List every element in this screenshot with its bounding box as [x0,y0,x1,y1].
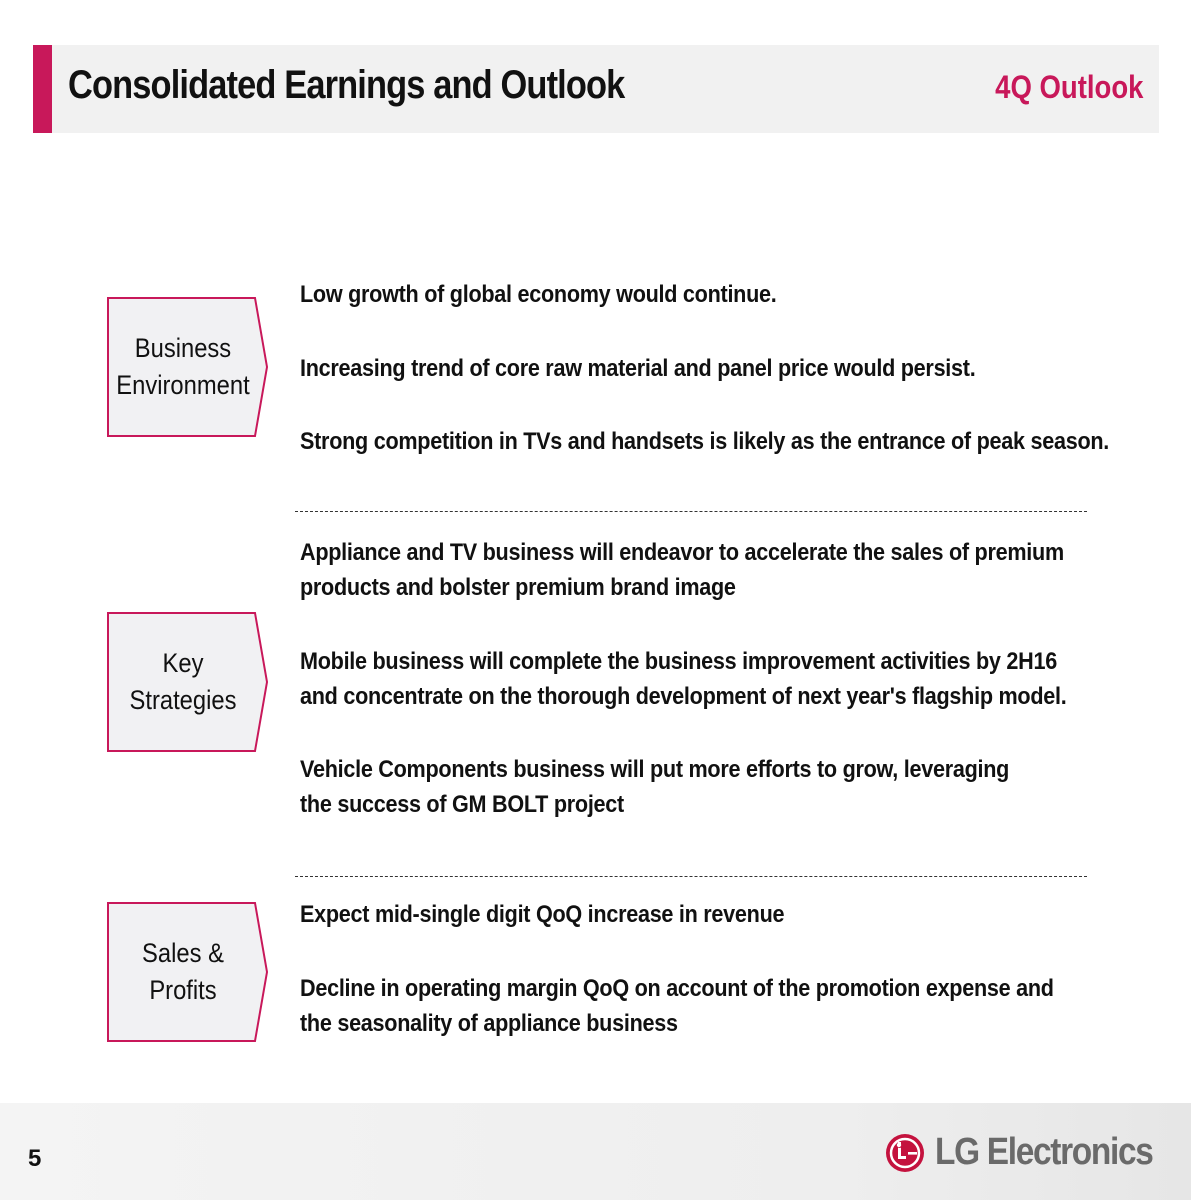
bullet-business-environment-2: Increasing trend of core raw material and panel price would persist. [300,355,976,382]
section-label-key-strategies: Key Strategies [129,648,237,715]
logo-text: LG Electronics [935,1131,1153,1173]
bullet-key-strategies-3: Vehicle Components business will put more efforts to grow, leveraging the success of GM BOLT project [300,756,1010,818]
section-box-key-strategies [107,612,269,752]
section-divider [295,511,1087,512]
section-box-sales-profits [107,902,269,1042]
section-box-business-environment [107,297,269,437]
page-subtitle: 4Q Outlook [994,69,1143,105]
bullet-business-environment-3: Strong competition in TVs and handsets is likely as the entrance of peak season. [300,428,1110,455]
page-title: Consolidated Earnings and Outlook [68,63,625,107]
bullet-business-environment-1: Low growth of global economy would continue. [300,281,777,308]
bullet-key-strategies-2: Mobile business will complete the business improvement activities by 2H16 and concentrate on the thorough development of next year's flagship model. [300,648,1067,710]
bullet-sales-profits-1: Expect mid-single digit QoQ increase in revenue [300,901,785,928]
header-accent-bar [33,45,52,133]
footer-bar [0,1103,1191,1200]
header-bar [33,45,1159,133]
bullet-key-strategies-1: Appliance and TV business will endeavor to accelerate the sales of premium products and bolster premium brand image [300,539,1064,601]
section-label-sales-profits: Sales & Profits [142,938,224,1005]
section-label-business-environment: Business Environment [116,333,250,400]
page-number: 5 [28,1145,42,1172]
bullet-sales-profits-2: Decline in operating margin QoQ on account of the promotion expense and the seasonality of appliance business [300,975,1054,1037]
section-divider [295,876,1087,877]
lg-logo-icon [883,1128,927,1178]
lg-electronics-logo [883,1128,1153,1178]
